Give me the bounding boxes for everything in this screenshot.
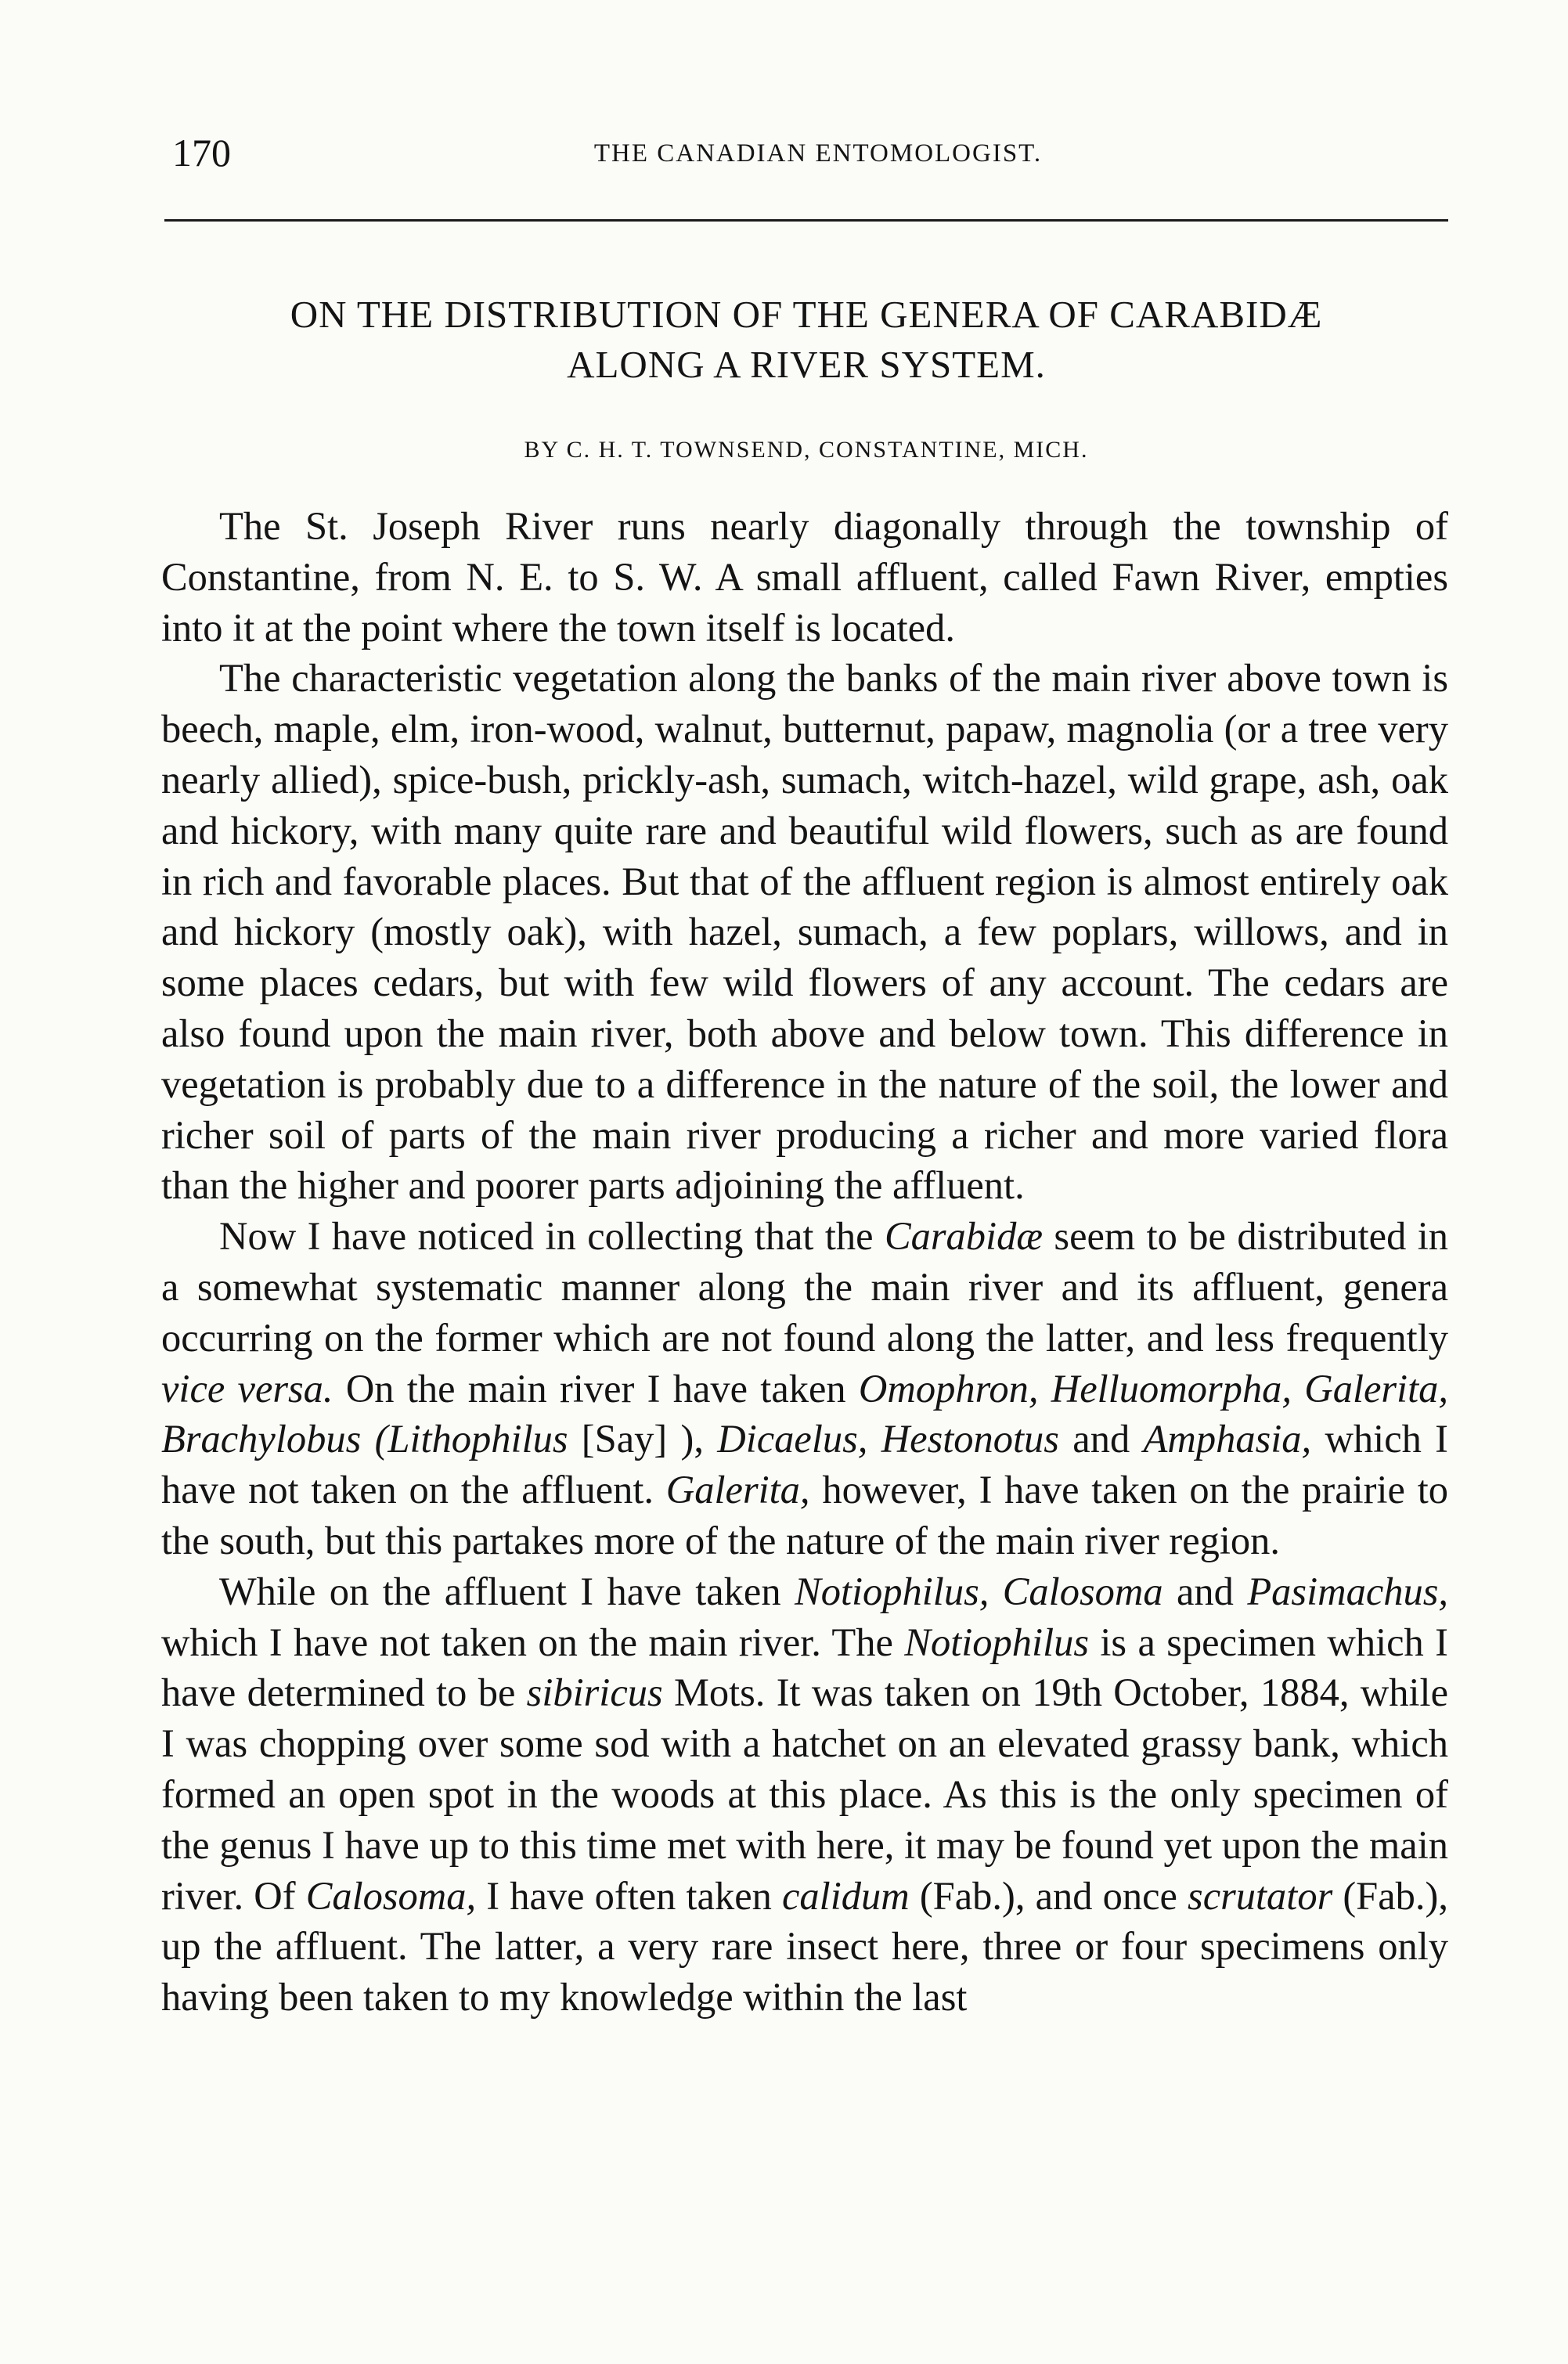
article-title [157, 290, 1456, 390]
taxon-name: Calosoma, [305, 1873, 477, 1918]
taxon-name: sibiricus [526, 1670, 663, 1715]
taxon-name: Dicaelus, Hestonotus [717, 1417, 1059, 1461]
taxon-name: Pasimachus, [1247, 1569, 1449, 1613]
paragraph-4-text: I have often taken [476, 1873, 782, 1918]
running-head [172, 125, 1464, 188]
paragraph-4-text: which I have not taken on the main river. The [161, 1620, 905, 1664]
article-title-line-1: ON THE DISTRIBUTION OF THE GENERA OF CARABIDÆ [290, 293, 1323, 336]
paragraph-3-text: Now I have noticed in collecting that the [219, 1214, 885, 1259]
paragraph-3 [161, 1211, 1448, 1566]
paragraph-3-text: On the main river I have taken [333, 1366, 859, 1411]
paragraph-3-text: [Say] ), [568, 1417, 718, 1461]
paragraph-4-text: Mots. It was taken on 19th October, 1884, while I was chopping over some sod with a hatchet on an elevated grassy bank, which formed an open spot in the woods at this place. As this is the only specimen of the genus I have up to this time met with here, it may be found yet upon the main river. Of [161, 1670, 1448, 1918]
journal-title: THE CANADIAN ENTOMOLOGIST. [593, 139, 1043, 168]
paragraph-4-text: and [1162, 1569, 1248, 1613]
taxon-name: Galerita, [665, 1468, 810, 1512]
taxon-name: Omophron, Helluomorpha, Galerita, Brachylobus (Lithophilus [161, 1366, 1448, 1461]
paragraph-4-text: (Fab.), and once [909, 1873, 1188, 1918]
paragraph-4-text: is a specimen which I have determined to be [161, 1620, 1448, 1715]
page-number: 170 [172, 131, 231, 175]
paragraph-4 [161, 1566, 1448, 2023]
taxon-name: calidum [782, 1873, 910, 1918]
taxon-name: Carabidæ [884, 1214, 1044, 1259]
article-byline: BY C. H. T. TOWNSEND, CONSTANTINE, MICH. [524, 437, 1089, 463]
paragraph-1: The St. Joseph River runs nearly diagonally through the township of Constantine, from N. E. to S. W. A small affluent, called Fawn River, empties into it at the point where the town itself is located. [161, 504, 1448, 650]
paragraph-4-text: While on the affluent I have taken [219, 1569, 795, 1613]
header-rule [164, 219, 1448, 222]
paragraph-3-text: which I have not taken on the affluent. [161, 1417, 1448, 1512]
paragraph-3-text: however, I have taken on the prairie to the south, but this partakes more of the nature of the main river region. [161, 1468, 1448, 1562]
italic-phrase: vice versa. [161, 1366, 333, 1411]
paragraph-4-text: (Fab.), up the affluent. The latter, a very rare insect here, three or four specimens only having been taken to my knowledge within the last [161, 1873, 1448, 2020]
taxon-name: scrutator [1188, 1873, 1333, 1918]
paragraph-3-text: seem to be distributed in a somewhat systematic manner along the main river and its affluent, genera occurring on the former which are not found along the latter, and less frequently [161, 1214, 1449, 1360]
taxon-name: Notiophilus, Calosoma [795, 1569, 1163, 1613]
taxon-name: Amphasia, [1143, 1417, 1312, 1461]
paragraph-2: The characteristic vegetation along the banks of the main river above town is beech, maple, elm, iron-wood, walnut, butternut, papaw, magnolia (or a tree very nearly allied), spice-bush, prickly-ash, sumach, witch-hazel, wild grape, ash, oak and hickory, with many quite rare and beautiful wild flowers, such as are found in rich and favorable places. But that of the affluent region is almost entirely oak and hickory (mostly oak), with hazel, sumach, a few poplars, willows, and in some places cedars, but with few wild flowers of any account. The cedars are also found upon the main river, both above and below town. This difference in vegetation is probably due to a difference in the nature of the soil, the lower and richer soil of parts of the main river producing a richer and more varied flora than the higher and poorer parts adjoining the affluent. [161, 656, 1448, 1208]
taxon-name: Notiophilus [904, 1620, 1090, 1664]
article-body [161, 501, 1448, 2023]
article-title-line-2: ALONG A RIVER SYSTEM. [567, 343, 1046, 386]
paragraph-3-text: and [1058, 1417, 1144, 1461]
